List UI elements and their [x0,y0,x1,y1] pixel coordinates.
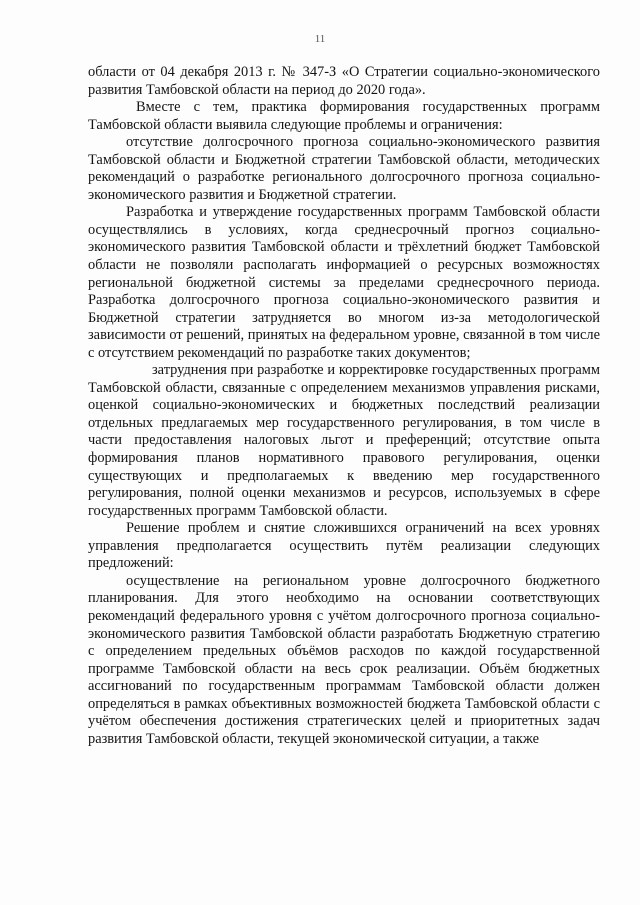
paragraph: Разработка и утверждение государственных программ Тамбовской области осуществлялись в условиях, когда среднесрочный прогноз социально-экономического развития Тамбовской области и трёхлетний бюджет Тамбовской области не позволяли располагать информацией о ресурсных возможностях региональной бюджетной системы за пределами среднесрочного периода. Разработка долгосрочного прогноза социально-экономического развития и Бюджетной стратегии затрудняется во многом из-за методологической зависимости от решений, принятых на федеральном уровне, связанной в том числе с отсутствием рекомендаций по разработке таких документов; [88,204,600,361]
list-item: затруднения при разработке и корректировке государственных программ Тамбовской области, связанные с определением механизмов управления рисками, оценкой социально-экономических и бюджетных последствий реализации отдельных предлагаемых мер государственного регулирования, в том числе в части предоставления налоговых льгот и преференций; отсутствие опыта формирования планов нормативного правового регулирования, оценки существующих и предполагаемых к введению мер государственного регулирования, полной оценки механизмов и ресурсов, используемых в сфере государственных программ Тамбовской области. [88,362,600,519]
list-item: осуществление на региональном уровне долгосрочного бюджетного планирования. Для этого необходимо на основании соответствующих рекомендаций федерального уровня с учётом долгосрочного прогноза социально-экономического развития Тамбовской области разработать Бюджетную стратегию с определением предельных объёмов расходов по каждой государственной программе Тамбовской области на весь срок реализации. Объём бюджетных ассигнований по государственным программам Тамбовской области должен определяться в рамках объективных возможностей бюджета Тамбовской области с учётом обеспечения достижения стратегических целей и приоритетных задач развития Тамбовской области, текущей экономической ситуации, а также [88,572,600,747]
document-body [88,64,600,748]
paragraph: области от 04 декабря 2013 г. № 347-З «О Стратегии социально-экономического развития Тамбовской области на период до 2020 года». [88,64,600,98]
paragraph: Решение проблем и снятие сложившихся ограничений на всех уровнях управления предполагается осуществить путём реализации следующих предложений: [88,520,600,572]
list-item: отсутствие долгосрочного прогноза социально-экономического развития Тамбовской области и Бюджетной стратегии Тамбовской области, методических рекомендаций о разработке регионального долгосрочного прогноза социально-экономического развития и Бюджетной стратегии. [88,134,600,203]
page-number: 11 [314,33,326,45]
paragraph: Вместе с тем, практика формирования государственных программ Тамбовской области выявила следующие проблемы и ограничения: [88,99,600,133]
